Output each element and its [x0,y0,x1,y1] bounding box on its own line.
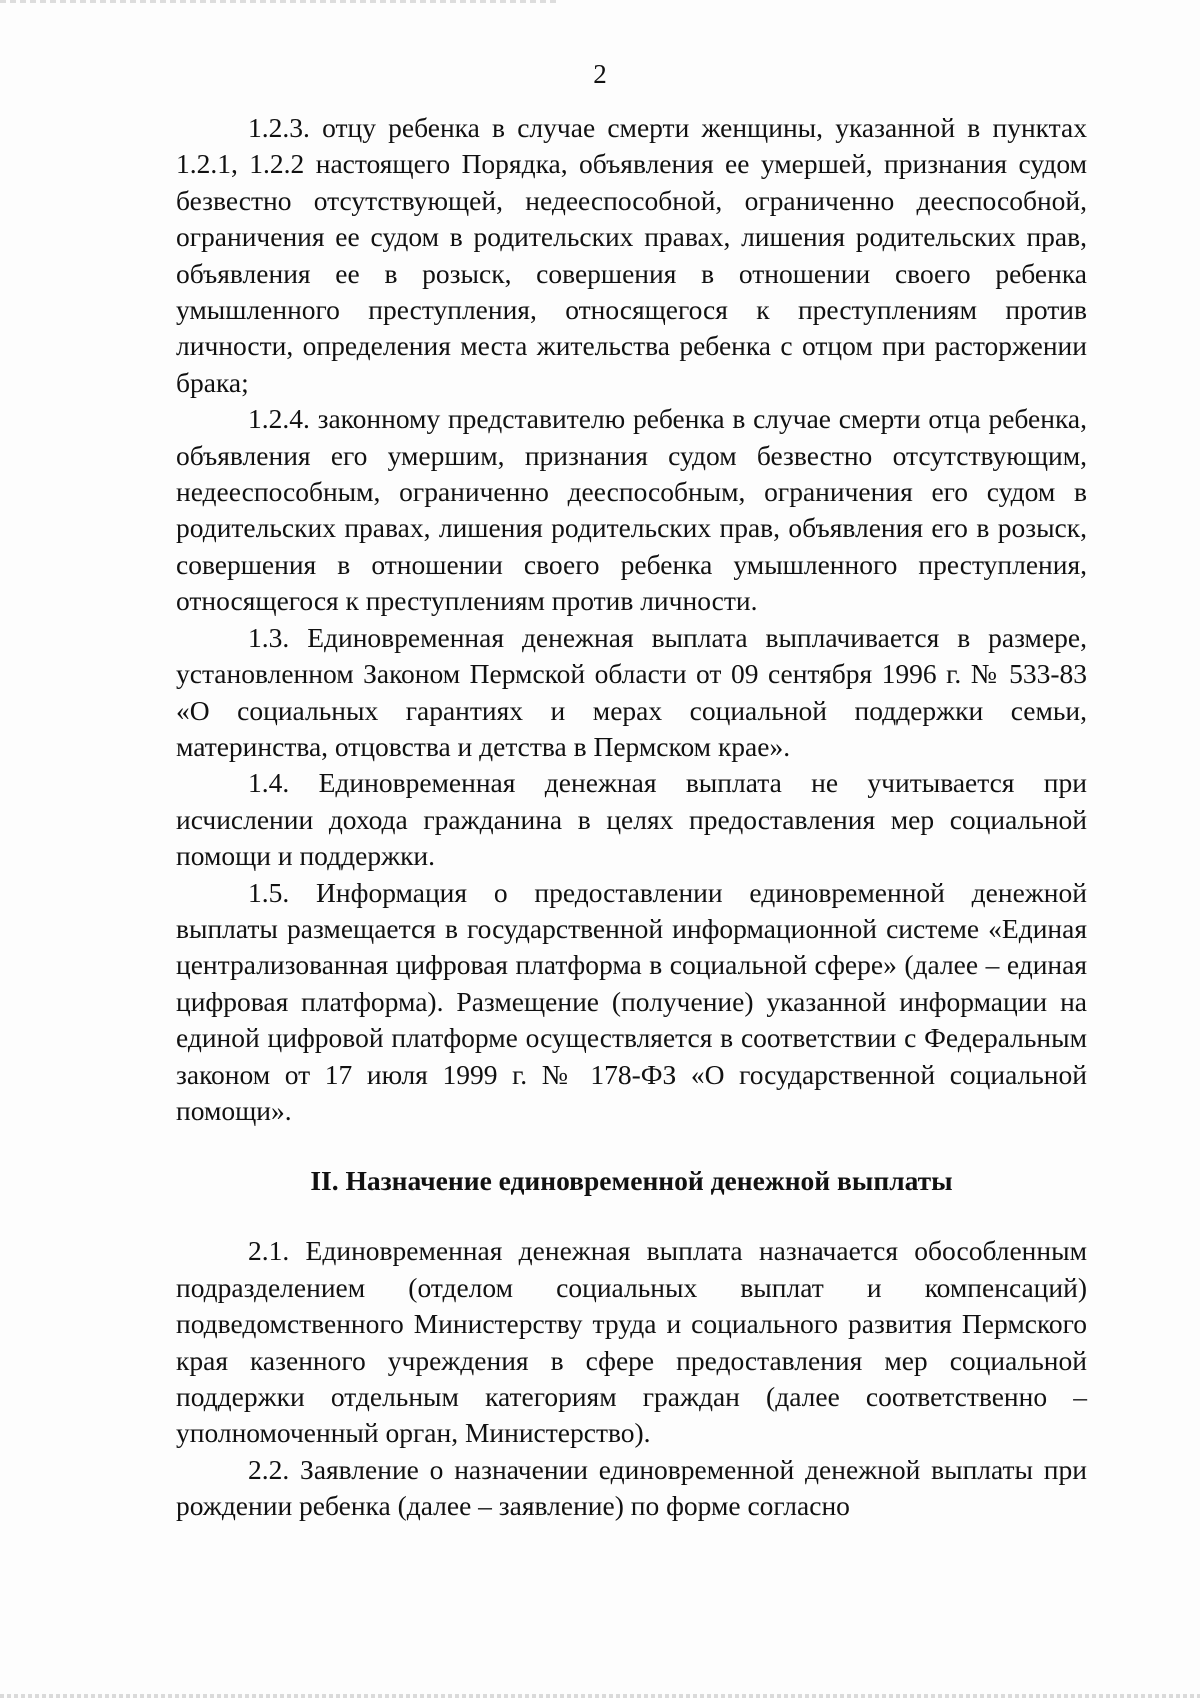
section-heading: II. Назначение единовременной денежной выплаты [310,1165,953,1197]
paragraph-1-2-3: 1.2.3. отцу ребенка в случае смерти женщины, указанной в пунктах 1.2.1, 1.2.2 настоящего Порядка, объявления ее умершей, признания судом безвестно отсутствующей, недееспособной, ограниченно дееспособной, ограничения ее судом в родительских правах, лишения родительских прав, объявления ее в розыск, совершения в отношении своего ребенка умышленного преступления, относящегося к преступлениям против личности, определения места жительства ребенка с отцом при расторжении брака; [176,112,1087,398]
paragraph-2-2: 2.2. Заявление о назначении единовременной денежной выплаты при рождении ребенка (далее – заявление) по форме согласно [176,1453,1087,1522]
scan-edge-bottom [0,1694,1200,1698]
scan-edge-top [0,0,560,3]
paragraph-1-3: 1.3. Единовременная денежная выплата выплачивается в размере, установленном Законом Пермской области от 09 сентября 1996 г. № 533-83 «О социальных гарантиях и мерах социальной поддержки семьи, материнства, отцовства и детства в Пермском крае». [176,621,1087,762]
document-body [176,110,1087,1525]
paragraph-1-2-4: 1.2.4. законному представителю ребенка в случае смерти отца ребенка, объявления его умершим, признания судом безвестно отсутствующим, недееспособным, ограниченно дееспособным, ограничения его судом в родительских правах, лишения родительских прав, объявления его в розыск, совершения в отношении своего ребенка умышленного преступления, относящегося к преступлениям против личности. [176,403,1087,617]
paragraph-1-4: 1.4. Единовременная денежная выплата не учитывается при исчислении дохода гражданина в целях предоставления мер социальной помощи и поддержки. [176,767,1087,872]
paragraph-1-5: 1.5. Информация о предоставлении единовременной денежной выплаты размещается в государственной информационной системе «Единая централизованная цифровая платформа в социальной сфере» (далее – единая цифровая платформа). Размещение (получение) указанной информации на единой цифровой платформе осуществляется в соответствии с Федеральным законом от 17 июля 1999 г. № 178-ФЗ «О государственной социальной помощи». [176,876,1087,1126]
paragraph-2-1: 2.1. Единовременная денежная выплата назначается обособленным подразделением (отделом социальных выплат и компенсаций) подведомственного Министерству труда и социального развития Пермского края казенного учреждения в сфере предоставления мер социальной поддержки отдельным категориям граждан (далее соответственно – уполномоченный орган, Министерство). [176,1235,1087,1449]
page-number: 2 [593,59,607,89]
